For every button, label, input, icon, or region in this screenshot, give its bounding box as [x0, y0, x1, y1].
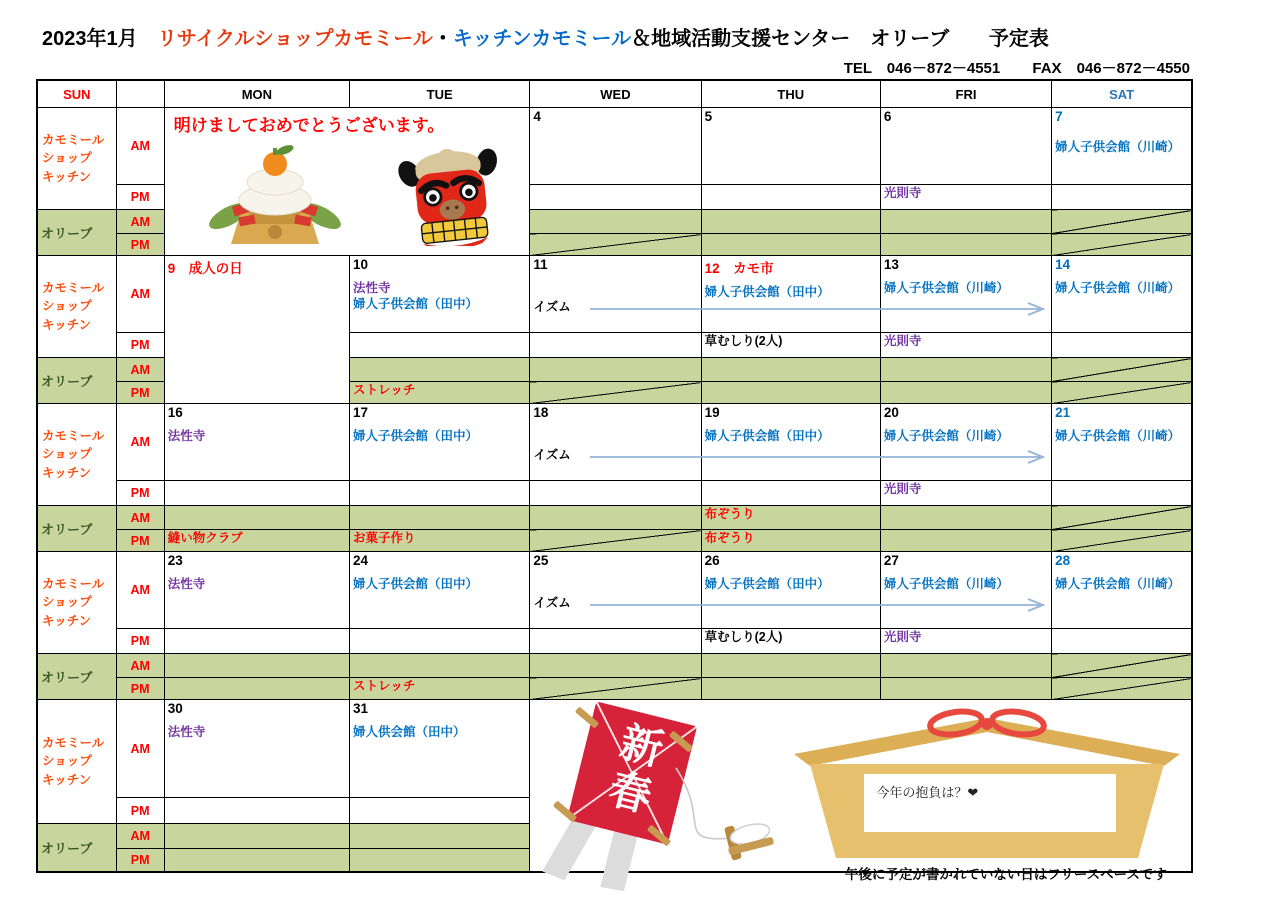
- title-dot: ・: [432, 28, 453, 50]
- row-label-kamomile: カモミール ショップ キッチン: [37, 552, 116, 654]
- cell-w1-pm-sat: [1052, 185, 1192, 210]
- shishimai-lion-illustration: [391, 146, 511, 246]
- cell-w2-pm-tue: [350, 333, 530, 358]
- cell-w4-opm-mon: [164, 678, 349, 700]
- page-title: [42, 22, 1049, 51]
- cell-w4-opm-sat-crossed: [1052, 678, 1192, 700]
- cell-w3-pm-sat: [1052, 481, 1192, 506]
- pm-label: PM: [116, 333, 164, 358]
- cell-w4-am-mon: 23 法性寺: [164, 552, 349, 629]
- am-label: AM: [116, 552, 164, 629]
- am-label: AM: [116, 256, 164, 333]
- newyear-kite-illustration: [544, 706, 784, 868]
- cell-w4-pm-tue: [350, 629, 530, 654]
- day-header-thu: THU: [701, 80, 880, 108]
- cell-w3-pm-tue: [350, 481, 530, 506]
- fax-number: FAX 046－872－4550: [1032, 60, 1190, 77]
- olive-am-label: AM: [116, 506, 164, 530]
- cell-w4-pm-fri: 光則寺: [880, 629, 1051, 654]
- cell-w2-opm-sat-crossed: [1052, 382, 1192, 404]
- cell-w2-pm-thu: 草むしり(2人): [701, 333, 880, 358]
- cell-w4-pm-thu: 草むしり(2人): [701, 629, 880, 654]
- row-label-olive: オリーブ: [37, 358, 116, 404]
- greeting-text: 明けましておめでとうございます。: [173, 116, 445, 135]
- ema-message: 今年の抱負は？❤: [876, 785, 979, 800]
- cell-w5-oam-mon: [164, 824, 349, 849]
- cell-w1-opm-wed-crossed: [530, 234, 701, 256]
- cell-w3-am-fri: 20 婦人子供会館（川崎）: [880, 404, 1051, 481]
- tel-number: TEL 046－872－4551: [843, 60, 1001, 77]
- cell-w1-am-wed: 4: [530, 108, 701, 185]
- cell-w4-opm-tue: ストレッチ: [350, 678, 530, 700]
- cell-w2-oam-fri: [880, 358, 1051, 382]
- pm-label: PM: [116, 629, 164, 654]
- contact-line: [844, 57, 1190, 78]
- olive-am-label: AM: [116, 824, 164, 849]
- cell-w4-oam-fri: [880, 654, 1051, 678]
- day-header-sat: SAT: [1052, 80, 1192, 108]
- cell-w2-pm-fri: 光則寺: [880, 333, 1051, 358]
- cell-w3-oam-mon: [164, 506, 349, 530]
- schedule-table: [36, 79, 1193, 873]
- cell-w3-am-mon: 16 法性寺: [164, 404, 349, 481]
- pm-label: PM: [116, 798, 164, 824]
- cell-w2-am-tue: 10 法性寺 婦人子供会館（田中）: [350, 256, 530, 333]
- cell-w3-opm-mon: 縫い物クラブ: [164, 530, 349, 552]
- cell-w1-pm-fri: 光則寺: [880, 185, 1051, 210]
- pm-label: PM: [116, 481, 164, 506]
- cell-w2-am-sat: 14 婦人子供会館（川崎）: [1052, 256, 1192, 333]
- cell-w1-oam-sat-crossed: [1052, 210, 1192, 234]
- cell-w1-am-fri: 6: [880, 108, 1051, 185]
- cell-w3-opm-thu: 布ぞうり: [701, 530, 880, 552]
- olive-am-label: AM: [116, 654, 164, 678]
- cell-w2-am-thu: 12 カモ市 婦人子供会館（田中）: [701, 256, 880, 333]
- cell-w5-am-tue: 31 婦人供会館（田中）: [350, 700, 530, 798]
- row-label-kamomile: カモミール ショップ キッチン: [37, 256, 116, 358]
- cell-w4-opm-thu: [701, 678, 880, 700]
- olive-am-label: AM: [116, 210, 164, 234]
- cell-w2-am-wed: 11 イズム: [530, 256, 701, 333]
- day-header-sun: SUN: [37, 80, 116, 108]
- cell-w1-am-thu: 5: [701, 108, 880, 185]
- cell-w3-pm-mon: [164, 481, 349, 506]
- title-suffix: 予定表: [988, 28, 1049, 50]
- olive-pm-label: PM: [116, 382, 164, 404]
- cell-w3-oam-thu: 布ぞうり: [701, 506, 880, 530]
- cell-w4-am-tue: 24 婦人子供会館（田中）: [350, 552, 530, 629]
- cell-w2-oam-wed: [530, 358, 701, 382]
- day-header-wed: WED: [530, 80, 701, 108]
- cell-w5-opm-tue: [350, 849, 530, 873]
- row-label-kamomile: カモミール ショップ キッチン: [37, 700, 116, 824]
- cell-w4-am-sat: 28 婦人子供会館（川崎）: [1052, 552, 1192, 629]
- cell-w2-oam-sat-crossed: [1052, 358, 1192, 382]
- cell-w5-pm-tue: [350, 798, 530, 824]
- cell-w4-pm-mon: [164, 629, 349, 654]
- holiday-seijin-no-hi: 9 成人の日: [167, 261, 243, 276]
- cell-w3-pm-wed: [530, 481, 701, 506]
- cell-w2-oam-tue: [350, 358, 530, 382]
- cell-w2-opm-wed-crossed: [530, 382, 701, 404]
- cell-w3-oam-wed: [530, 506, 701, 530]
- cell-w4-pm-wed: [530, 629, 701, 654]
- cell-w4-oam-wed: [530, 654, 701, 678]
- ema-plaque-illustration: [786, 708, 1188, 860]
- day-header-tue: TUE: [350, 80, 530, 108]
- cell-w4-oam-tue: [350, 654, 530, 678]
- row-label-olive: オリーブ: [37, 654, 116, 700]
- cell-w1-oam-wed: [530, 210, 701, 234]
- cell-w2-mon-holiday: [164, 256, 349, 404]
- cell-w2-oam-thu: [701, 358, 880, 382]
- cell-w1-newyear-greeting: [164, 108, 530, 256]
- cell-w4-oam-sat-crossed: [1052, 654, 1192, 678]
- cell-w1-oam-thu: [701, 210, 880, 234]
- title-org-rest: ＆地域活動支援センター オリーブ: [631, 28, 950, 50]
- cell-w3-oam-fri: [880, 506, 1051, 530]
- cell-w1-am-sat: 7 婦人子供会館（川崎）: [1052, 108, 1192, 185]
- kite-text: 新春: [599, 717, 668, 823]
- cell-w5-oam-tue: [350, 824, 530, 849]
- cell-w3-am-sat: 21 婦人子供会館（川崎）: [1052, 404, 1192, 481]
- title-org-kitchen: キッチンカモミール: [452, 28, 632, 50]
- cell-w4-oam-thu: [701, 654, 880, 678]
- cell-w3-pm-fri: 光則寺: [880, 481, 1051, 506]
- cell-w4-oam-mon: [164, 654, 349, 678]
- cell-w5-opm-mon: [164, 849, 349, 873]
- cell-w3-opm-sat-crossed: [1052, 530, 1192, 552]
- row-label-kamomile: カモミール ショップ キッチン: [37, 404, 116, 506]
- cell-w5-pm-mon: [164, 798, 349, 824]
- title-org-recycle: リサイクルショップカモミール: [157, 28, 433, 50]
- day-header-mon: MON: [164, 80, 349, 108]
- kamo-market-label: 12 カモ市: [704, 261, 774, 276]
- cell-w3-opm-tue: お菓子作り: [350, 530, 530, 552]
- cell-w3-oam-sat-crossed: [1052, 506, 1192, 530]
- cell-w1-pm-thu: [701, 185, 880, 210]
- cell-w2-am-fri: 13 婦人子供会館（川崎）: [880, 256, 1051, 333]
- footer-note: 午後に予定が書かれていない日はフリースペースです: [844, 867, 1167, 882]
- cell-w4-am-wed: 25 イズム: [530, 552, 701, 629]
- ema-message-box: [864, 774, 1116, 832]
- cell-w4-am-thu: 26 婦人子供会館（田中）: [701, 552, 880, 629]
- cell-w3-opm-wed-crossed: [530, 530, 701, 552]
- row-label-olive: オリーブ: [37, 210, 116, 256]
- kagami-mochi-illustration: [199, 142, 351, 246]
- cell-w2-opm-tue: ストレッチ: [350, 382, 530, 404]
- pm-label: PM: [116, 185, 164, 210]
- olive-pm-label: PM: [116, 530, 164, 552]
- cell-w1-opm-fri: [880, 234, 1051, 256]
- am-label: AM: [116, 700, 164, 798]
- olive-am-label: AM: [116, 358, 164, 382]
- row-label-olive: オリーブ: [37, 506, 116, 552]
- cell-w1-opm-sat-crossed: [1052, 234, 1192, 256]
- am-label: AM: [116, 404, 164, 481]
- day-header-fri: FRI: [880, 80, 1051, 108]
- olive-pm-label: PM: [116, 678, 164, 700]
- cell-w1-opm-thu: [701, 234, 880, 256]
- am-label: AM: [116, 108, 164, 185]
- cell-w3-opm-fri: [880, 530, 1051, 552]
- cell-w4-opm-wed-crossed: [530, 678, 701, 700]
- cell-w5-am-mon: 30 法性寺: [164, 700, 349, 798]
- olive-pm-label: PM: [116, 234, 164, 256]
- cell-w1-pm-wed: [530, 185, 701, 210]
- cell-w2-opm-thu: [701, 382, 880, 404]
- cell-w3-am-wed: 18 イズム: [530, 404, 701, 481]
- cell-w3-pm-thu: [701, 481, 880, 506]
- cell-w4-am-fri: 27 婦人子供会館（川崎）: [880, 552, 1051, 629]
- cell-w2-pm-wed: [530, 333, 701, 358]
- cell-w1-oam-fri: [880, 210, 1051, 234]
- olive-pm-label: PM: [116, 849, 164, 873]
- cell-w5-newyear-picture: [530, 700, 1192, 873]
- cell-w4-opm-fri: [880, 678, 1051, 700]
- row-label-kamomile: カモミール ショップ キッチン: [37, 108, 116, 210]
- cell-w2-pm-sat: [1052, 333, 1192, 358]
- cell-w3-oam-tue: [350, 506, 530, 530]
- cell-w3-am-tue: 17 婦人子供会館（田中）: [350, 404, 530, 481]
- title-month: 2023年1月: [42, 28, 138, 50]
- cell-w2-opm-fri: [880, 382, 1051, 404]
- cell-w4-pm-sat: [1052, 629, 1192, 654]
- cell-w3-am-thu: 19 婦人子供会館（田中）: [701, 404, 880, 481]
- day-header-blank: [116, 80, 164, 108]
- row-label-olive: オリーブ: [37, 824, 116, 873]
- kite-string-and-spool: [672, 768, 792, 868]
